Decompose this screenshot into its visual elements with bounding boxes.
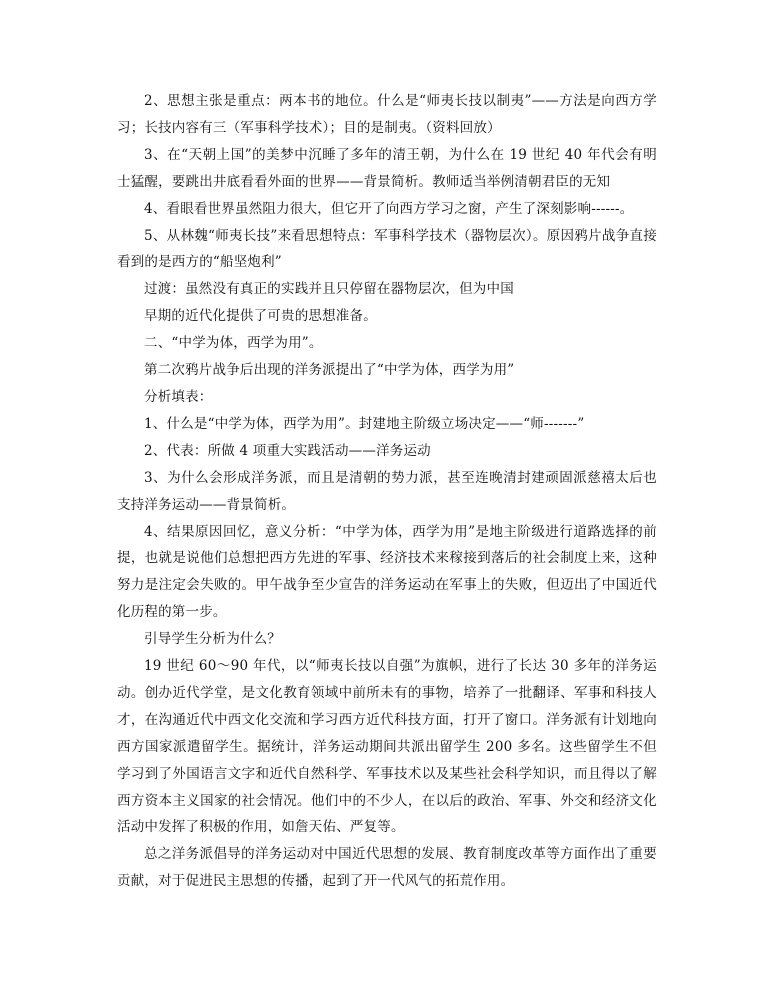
list-item-4: 4、结果原因回忆，意义分析：“中学为体，西学为用”是地主阶级进行道路选择的前提，也就是说他们总想把西方先进的军事、经济技术来稼接到落后的社会制度上来，这种努力是注定会失败的。甲午战争至少宣告的洋务运动在军事上的失败，但迈出了中国近代化历程的第一步。 [117, 523, 657, 621]
paragraph-guide-question: 引导学生分析为什么？ [144, 631, 281, 648]
paragraph-westernization-movement: 19 世纪 60～90 年代，以“师夷长技以自强”为旗帜，进行了长达 30 多年的洋务运动。创办近代学堂，是文化教育领域中前所未有的事物，培养了一批翻译、军事和科技人才，在沟通近代中西文化交流和学习西方近代科技方面，打开了窗口。洋务派有计划地向西方国家派遣留学生。据统计，洋务运动期间共派出留学生 200 多名。这些留学生不但学习到了外国语言文字和近代自然科学、军事技术以及某些社会科学知识，而且得以了解西方资本主义国家的社会情况。他们中的不少人，在以后的政治、军事、外交和经济文化活动中发挥了积极的作用，如詹天佑、严复等。 [117, 658, 657, 836]
paragraph-fill-table: 分析填表： [144, 388, 213, 405]
list-item-1: 1、什么是“中学为体，西学为用”。封建地主阶级立场决定——“师-------” [144, 415, 585, 432]
paragraph-transition-continued: 早期的近代化提供了可贵的思想准备。 [144, 308, 377, 325]
paragraph-influence: 4、看眼看世界虽然阻力很大，但它开了向西方学习之窗，产生了深刻影响------。 [144, 200, 634, 217]
paragraph-westernization-intro: 第二次鸦片战争后出现的洋务派提出了“中学为体，西学为用” [144, 362, 515, 379]
paragraph-transition: 过渡：虽然没有真正的实践并且只停留在器物层次，但为中国 [144, 281, 514, 298]
list-item-3: 3、为什么会形成洋务派，而且是清朝的势力派，甚至连晚清封建顽固派慈禧太后也支持洋务运动——背景简析。 [117, 469, 657, 513]
document-body [117, 88, 657, 895]
paragraph-background: 3、在“天朝上国”的美梦中沉睡了多年的清王朝，为什么在 19 世纪 40 年代会有明士猛醒，要跳出井底看看外面的世界——背景简析。教师适当举例清朝君臣的无知 [117, 146, 657, 190]
list-item-2: 2、代表：所做 4 项重大实践活动——洋务运动 [144, 442, 431, 459]
paragraph-characteristics: 5、从林魏“师夷长技”来看思想特点：军事科学技术（器物层次）。原因鸦片战争直接看到的是西方的“船坚炮利” [117, 227, 657, 271]
paragraph-thought-focus: 2、思想主张是重点：两本书的地位。什么是“师夷长技以制夷”——方法是向西方学习；长技内容有三（军事科学技术）；目的是制夷。（资料回放） [117, 93, 657, 136]
section-heading-two: 二、“中学为体，西学为用”。 [144, 335, 323, 352]
paragraph-summary: 总之洋务派倡导的洋务运动对中国近代思想的发展、教育制度改革等方面作出了重要贡献，对于促进民主思想的传播，起到了开一代风气的拓荒作用。 [117, 846, 657, 890]
